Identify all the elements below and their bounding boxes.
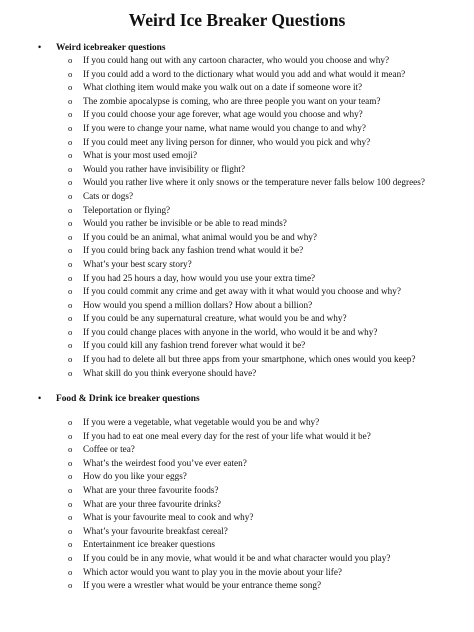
circle-bullet-icon: o — [68, 471, 73, 482]
circle-bullet-icon: o — [68, 286, 73, 297]
question-text: If you had 25 hours a day, how would you use your extra time? — [83, 272, 316, 283]
bullet-icon: • — [38, 42, 42, 52]
question-text: If you could bring back any fashion trend what would it be? — [83, 245, 304, 256]
circle-bullet-icon: o — [68, 109, 73, 120]
question-text: If you could change places with anyone in the world, who would it be and why? — [83, 326, 378, 337]
circle-bullet-icon: o — [68, 258, 73, 269]
question-text: If you could be in any movie, what would it be and what character would you play? — [83, 552, 391, 563]
question-text: If you had to delete all but three apps from your smartphone, which ones would you keep? — [83, 354, 416, 365]
circle-bullet-icon: o — [68, 122, 73, 133]
circle-bullet-icon: o — [68, 340, 73, 351]
question-text: What is your favourite meal to cook and why? — [83, 512, 254, 523]
circle-bullet-icon: o — [68, 95, 73, 106]
circle-bullet-icon: o — [68, 498, 73, 509]
circle-bullet-icon: o — [68, 457, 73, 468]
question-text: What are your three favourite drinks? — [83, 498, 222, 509]
question-text: What skill do you think everyone should have? — [83, 367, 257, 378]
section-heading-text: Food & Drink ice breaker questions — [56, 394, 200, 404]
question-text: What are your three favourite foods? — [83, 484, 219, 495]
circle-bullet-icon: o — [68, 367, 73, 378]
question-text: If you could hang out with any cartoon character, who would you choose and why? — [83, 55, 390, 65]
circle-bullet-icon: o — [68, 525, 73, 536]
circle-bullet-icon: o — [68, 539, 73, 550]
circle-bullet-icon: o — [68, 417, 73, 427]
circle-bullet-icon: o — [68, 68, 73, 79]
question-text: If you could be any supernatural creature, what would you be and why? — [83, 313, 347, 324]
circle-bullet-icon: o — [68, 82, 73, 93]
question-text: What is your most used emoji? — [83, 150, 198, 161]
circle-bullet-icon: o — [68, 218, 73, 229]
question-text: Would you rather be invisible or be able to read minds? — [83, 218, 287, 229]
question-text: If you could choose your age forever, what age would you choose and why? — [83, 109, 363, 120]
section-heading — [38, 40, 166, 54]
question-text: If you were a vegetable, what vegetable would you be and why? — [83, 417, 320, 427]
question-text: If you were a wrestler what would be your entrance theme song? — [83, 580, 322, 591]
circle-bullet-icon: o — [68, 272, 73, 283]
question-text: Entertainment ice breaker questions — [83, 539, 215, 550]
page-title: Weird Ice Breaker Questions — [128, 10, 346, 30]
question-text: How do you like your eggs? — [83, 471, 187, 482]
circle-bullet-icon: o — [68, 512, 73, 523]
section-heading-text: Weird icebreaker questions — [56, 43, 166, 53]
circle-bullet-icon: o — [68, 204, 73, 215]
circle-bullet-icon: o — [68, 354, 73, 365]
question-text: If you had to eat one meal every day for the rest of your life what would it be? — [83, 430, 371, 441]
question-text: What clothing item would make you walk out on a date if someone wore it? — [83, 82, 363, 93]
circle-bullet-icon: o — [68, 163, 73, 174]
question-text: The zombie apocalypse is coming, who are three people you want on your team? — [83, 95, 381, 106]
question-text: Teleportation or flying? — [83, 204, 171, 215]
circle-bullet-icon: o — [68, 299, 73, 310]
circle-bullet-icon: o — [68, 245, 73, 256]
circle-bullet-icon: o — [68, 552, 73, 563]
question-text: Would you rather have invisibility or flight? — [83, 163, 246, 174]
section-heading — [38, 391, 200, 405]
circle-bullet-icon: o — [68, 313, 73, 324]
circle-bullet-icon: o — [68, 566, 73, 577]
circle-bullet-icon: o — [68, 136, 73, 147]
circle-bullet-icon: o — [68, 150, 73, 161]
question-text: Coffee or tea? — [83, 444, 135, 455]
question-text: Cats or dogs? — [83, 190, 134, 201]
question-text: Which actor would you want to play you in the movie about your life? — [83, 566, 342, 577]
circle-bullet-icon: o — [68, 190, 73, 201]
question-text: If you could be an animal, what animal would you be and why? — [83, 231, 317, 242]
question-text: If you could kill any fashion trend forever what would it be? — [83, 340, 306, 351]
question-text: What’s your favourite breakfast cereal? — [83, 525, 228, 536]
question-text: How would you spend a million dollars? How about a billion? — [83, 299, 313, 310]
question-text: If you could meet any living person for dinner, who would you pick and why? — [83, 136, 371, 147]
question-text: If you could commit any crime and get away with it what would you choose and why? — [83, 286, 401, 297]
circle-bullet-icon: o — [68, 55, 73, 65]
question-text: What’s the weirdest food you’ve ever eaten? — [83, 457, 247, 468]
question-text: If you could add a word to the dictionary what would you add and what would it mean? — [83, 68, 406, 79]
question-text: What’s your best scary story? — [83, 258, 192, 269]
bullet-icon: • — [38, 393, 42, 403]
circle-bullet-icon: o — [68, 580, 73, 591]
question-text: If you were to change your name, what name would you change to and why? — [83, 122, 366, 133]
circle-bullet-icon: o — [68, 430, 73, 441]
circle-bullet-icon: o — [68, 231, 73, 242]
circle-bullet-icon: o — [68, 444, 73, 455]
circle-bullet-icon: o — [68, 484, 73, 495]
circle-bullet-icon: o — [68, 326, 73, 337]
circle-bullet-icon: o — [68, 177, 73, 188]
question-text: Would you rather live where it only snows or the temperature never falls below 100 degrees? — [83, 177, 425, 188]
